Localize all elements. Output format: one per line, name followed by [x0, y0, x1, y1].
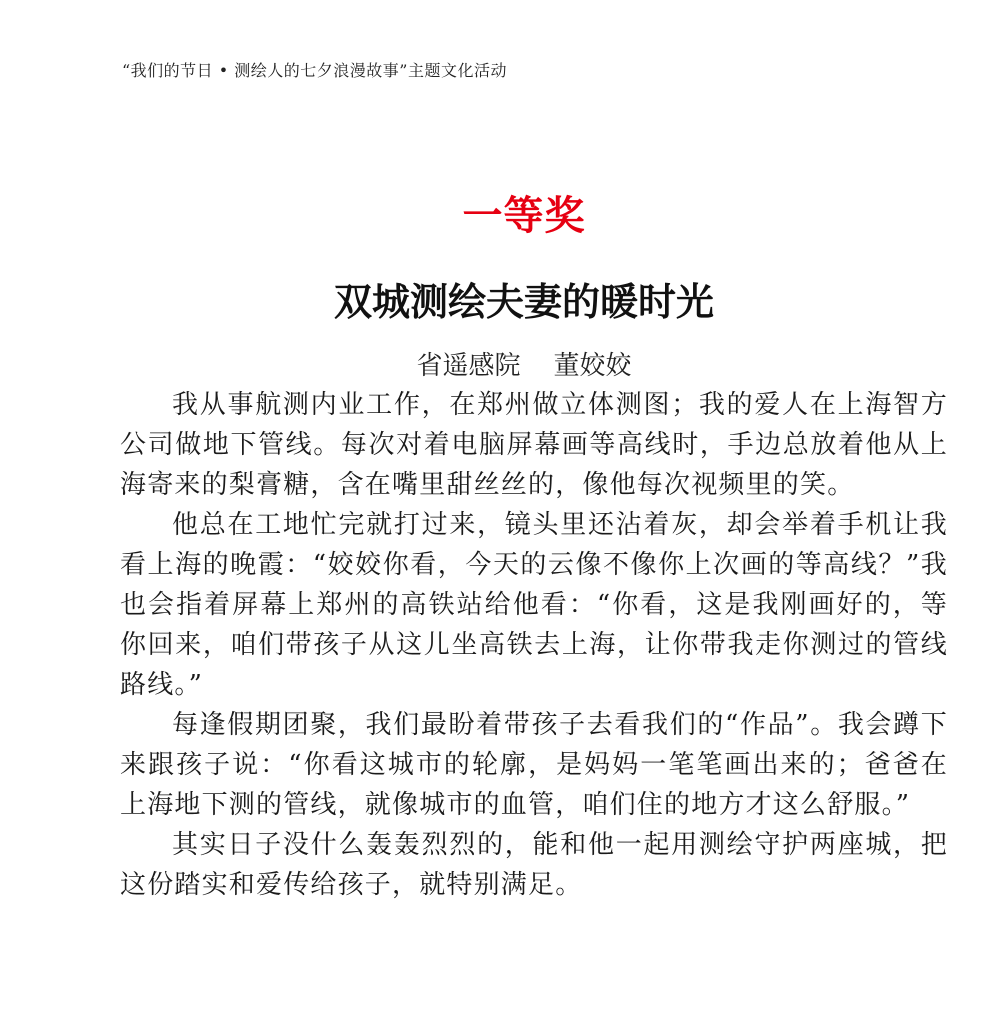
- article-body: [120, 385, 948, 905]
- award-label: 一等奖: [462, 192, 586, 239]
- paragraph: 他总在工地忙完就打过来，镜头里还沾着灰，却会举着手机让我看上海的晚霞：“姣姣你看，今天的云像不像你上次画的等高线？”我也会指着屏幕上郑州的高铁站给他看：“你看，这是我刚画好的，等你回来，咱们带孩子从这儿坐高铁去上海，让你带我走你测过的管线路线。”: [120, 510, 948, 700]
- paragraph: 我从事航测内业工作，在郑州做立体测图；我的爱人在上海智方公司做地下管线。每次对着电脑屏幕画等高线时，手边总放着他从上海寄来的梨膏糖，含在嘴里甜丝丝的，像他每次视频里的笑。: [120, 390, 948, 500]
- paragraph: 每逢假期团聚，我们最盼着带孩子去看我们的“作品”。我会蹲下来跟孩子说：“你看这城市的轮廓，是妈妈一笔笔画出来的；爸爸在上海地下测的管线，就像城市的血管，咱们住的地方才这么舒服。”: [120, 710, 948, 820]
- article-byline: 省遥感院 董姣姣: [416, 351, 632, 381]
- event-header: “我们的节日 • 测绘人的七夕浪漫故事”主题文化活动: [122, 61, 507, 80]
- article-title: 双城测绘夫妻的暖时光: [333, 279, 714, 324]
- paragraph: 其实日子没什么轰轰烈烈的，能和他一起用测绘守护两座城，把这份踏实和爱传给孩子，就特别满足。: [120, 830, 948, 900]
